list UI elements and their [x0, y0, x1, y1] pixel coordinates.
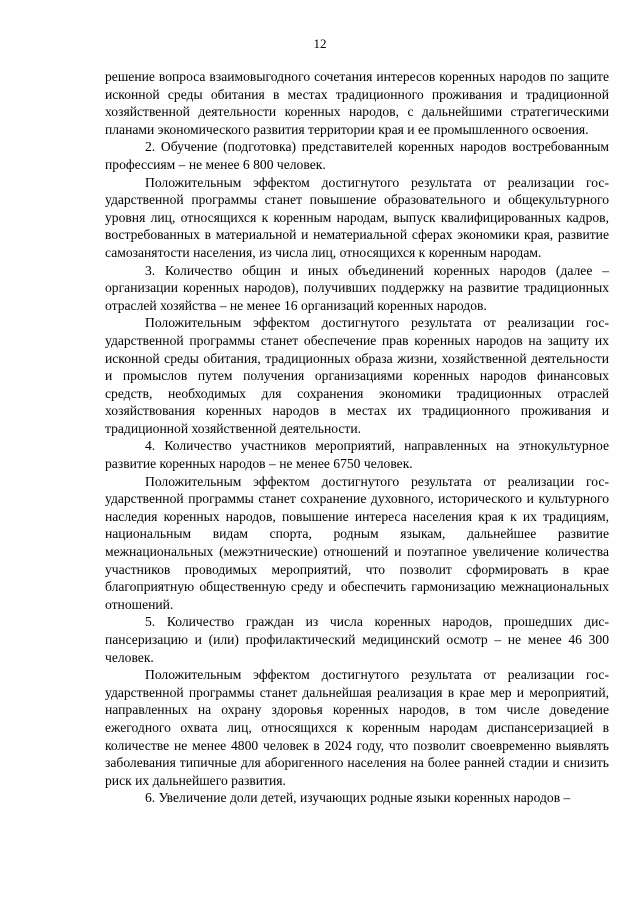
paragraph-effect-2: Положительным эффектом достигнутого результата от реализации государственной программы станет повышение образовательного и общекультурного уровня лиц, относящихся к коренным народам, выпуск квалифицированных кадров, востребованных в материальной и нематериальной сферах экономики края, развитие самозанятости населения, из числа лиц, относящихся к коренным народам. [105, 174, 609, 260]
paragraph-item-6: 6. Увеличение доли детей, изучающих родные языки коренных народов – [145, 790, 571, 806]
paragraph-continuation: решение вопроса взаимовыгодного сочетания интересов коренных народов по защите исконной среды обитания в местах традиционного проживания и традиционной хозяйственной деятельности коренных народов, с дальнейшими стратегическими планами экономического развития территории края и ее промышленного освоения. [105, 69, 609, 137]
paragraph-effect-5: Положительным эффектом достигнутого результата от реализации государственной программы станет дальнейшая реализация в крае мер и мероприятий, направленных на охрану здоровья коренных народов, в том числе доведение ежегодного охвата лиц, относящихся к коренным народам диспансеризацией в количестве не менее 4800 человек в 2024 году, что позволит своевременно выявлять заболевания типичные для аборигенного населения на более ранней стадии и снизить риск их дальнейшего развития. [105, 667, 609, 788]
page-number: 12 [313, 36, 327, 51]
paragraph-item-3: 3. Количество общин и иных объединений коренных народов (далее – организации коренных народов), получивших поддержку на развитие традиционных отраслей хозяйства – не менее 16 организаций коренных народов. [105, 262, 609, 313]
paragraph-item-4: 4. Количество участников мероприятий, направленных на этнокультурное развитие коренных народов – не менее 6750 человек. [105, 438, 609, 472]
paragraph-effect-4: Положительным эффектом достигнутого результата от реализации государственной программы станет сохранение духовного, исторического и культурного наследия коренных народов, повышение интереса населения края к их традициям, национальным видам спорта, родным языкам, дальнейшее развитие межнациональных (межэтнические) отношений и поэтапное увеличение количества участников проводимых мероприятий, что позволит сформировать в крае благоприятную общественную среду и обеспечить гармонизацию межнациональных отношений. [105, 473, 609, 612]
paragraph-effect-3: Положительным эффектом достигнутого результата от реализации государственной программы станет обеспечение прав коренных народов на защиту их исконной среды обитания, традиционных образа жизни, хозяйственной деятельности и промыслов путем получения организациями коренных народов финансовых средств, необходимых для сохранения экономики традиционных отраслей хозяйствования коренных народов в местах их традиционного проживания и традиционной хозяйственной деятельности. [105, 315, 609, 436]
paragraph-item-5: 5. Количество граждан из числа коренных народов, прошедших диспансеризацию и (или) профилактический медицинский осмотр – не менее 46 300 человек. [105, 614, 609, 665]
body-text [105, 68, 609, 807]
paragraph-item-2: 2. Обучение (подготовка) представителей коренных народов востребованным профессиям – не менее 6 800 человек. [105, 139, 609, 172]
